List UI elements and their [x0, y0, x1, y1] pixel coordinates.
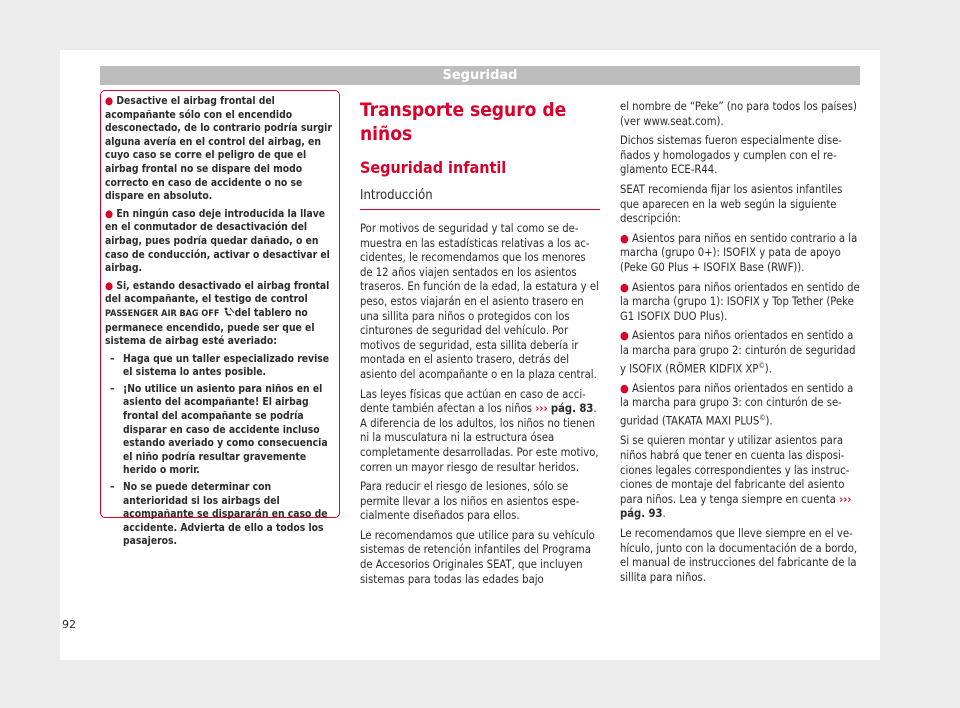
paragraph: Dichos sistemas fueron especialmente diseñados y homologados y cumplen con el reglamento ECE-R44.	[620, 134, 842, 177]
section-title: Seguridad infantil	[360, 158, 507, 177]
registered-mark: ©	[759, 414, 766, 423]
paragraph: Le recomendamos que utilice para su vehículo sistemas de retención infantiles del Programa de Accesorios Originales SEAT, que incluyen sistemas para todas las edades bajo	[360, 528, 595, 586]
registered-mark: ©	[758, 361, 765, 370]
subsection-title: Introducción	[360, 188, 600, 210]
paragraph: Por motivos de seguridad y tal como se demuestra en las estadísticas relativas a los accidentes, le recomendamos que los menores de 12 años viajen sentados en los asientos traseros. En función de la edad, la estatura y el peso, estos viajarán en el asiento trasero en una sillita para niños o protegidos con los cinturones de seguridad del vehículo. Por motivos de seguridad, esta sillita debería ir montada en el asiento trasero, detrás del asiento del acompañante o en la plaza central.	[360, 222, 599, 381]
page-number: 92	[62, 618, 76, 631]
right-column	[620, 100, 860, 590]
paragraph: SEAT recomienda fijar los asientos infantiles que aparecen en la web según la siguiente descripción:	[620, 182, 843, 226]
cross-reference-arrow-icon: ›››	[839, 492, 852, 506]
warning-subitem: – No se puede determinar con anterioridad si los airbags del acompañante se dispararán en caso de accidente. Advierta de ello a todos los pasajeros.	[110, 481, 328, 548]
bullet-icon: ●	[105, 207, 114, 220]
list-item: ● Asientos para niños orientados en sentido a la marcha para grupo 3: con cinturón de seguridad (TAKATA MAXI PLUS©).	[620, 381, 854, 428]
paragraph: Para reducir el riesgo de lesiones, sólo se permite llevar a los niños en asientos especialmente diseñados para ellos.	[360, 480, 580, 523]
paragraph: Las leyes físicas que actúan en caso de accidente también afectan a los niños ››› pág. 83. A diferencia de los adultos, los niños no tienen ni la musculatura ni la estructura ósea completamente desarrolladas. Por este motivo, corren un mayor riesgo de resultar heridos.	[360, 387, 599, 474]
warning-item: ● Si, estando desactivado el airbag frontal del acompañante, el testigo de control PASSENGER AIR BAG OFF del tablero no permanece encendido, puede ser que el sistema de airbag esté averiado:	[105, 279, 330, 348]
paragraph: el nombre de “Peke” (no para todos los países) (ver www.seat.com).	[620, 100, 857, 128]
airbag-off-icon	[223, 307, 235, 317]
bullet-icon: ●	[620, 381, 629, 395]
list-item: ● Asientos para niños orientados en sentido a la marcha para grupo 2: cinturón de seguridad y ISOFIX (RÖMER KIDFIX XP©).	[620, 329, 856, 376]
paragraph: Le recomendamos que lleve siempre en el vehículo, junto con la documentación de a bordo, el manual de instrucciones del fabricante de la sillita para niños.	[620, 526, 858, 584]
list-item: ● Asientos para niños en sentido contrario a la marcha (grupo 0+): ISOFIX y pata de apoyo (Peke G0 Plus + ISOFIX Base (RWF)).	[620, 231, 858, 274]
bullet-icon: ●	[620, 329, 629, 343]
bullet-icon: ●	[620, 280, 629, 294]
warning-subitem: – Haga que un taller especializado revise el sistema lo antes posible.	[110, 352, 330, 379]
passenger-airbag-off-label: PASSENGER AIR BAG OFF	[105, 308, 220, 319]
section-header: Seguridad	[100, 66, 860, 85]
bullet-icon: ●	[105, 279, 114, 292]
list-item: ● Asientos para niños orientados en sentido de la marcha (grupo 1): ISOFIX y Top Tether (Peke G1 ISOFIX DUO Plus).	[620, 280, 860, 323]
warning-item: ● Desactive el airbag frontal del acompañante sólo con el encendido desconectado, de lo contrario podría surgir alguna avería en el control del airbag, en cuyo caso se corre el peligro de que el airbag frontal no se dispare del modo correcto en caso de accidente o no se dispare en absoluto.	[105, 95, 332, 203]
main-column	[360, 98, 600, 592]
cross-reference-arrow-icon: ›››	[535, 402, 548, 416]
warning-item: ● En ningún caso deje introducida la llave en el conmutador de desactivación del airbag, pues podría quedar dañado, o en caso de conducción, activar o desactivar el airbag.	[105, 207, 330, 275]
paragraph: Si se quieren montar y utilizar asientos para niños habrá que tener en cuenta las disposiciones legales correspondientes y las instrucciones de montaje del fabricante del asiento para niños. Lea y tenga siempre en cuenta ››› pág. 93.	[620, 434, 852, 521]
chapter-title: Transporte seguro de niños	[360, 99, 567, 145]
bullet-icon: ●	[620, 231, 629, 245]
warning-subitem: – ¡No utilice un asiento para niños en el asiento del acompañante! El airbag frontal del acompañante se podría disparar en caso de accidente incluso estando averiado y como consecuencia el niño podría resultar gravemente herido o morir.	[110, 382, 328, 477]
page-reference-link[interactable]: pág. 93	[620, 507, 663, 521]
bullet-icon: ●	[105, 95, 114, 107]
page-reference-link[interactable]: pág. 83	[550, 402, 594, 416]
warning-column	[105, 95, 335, 552]
